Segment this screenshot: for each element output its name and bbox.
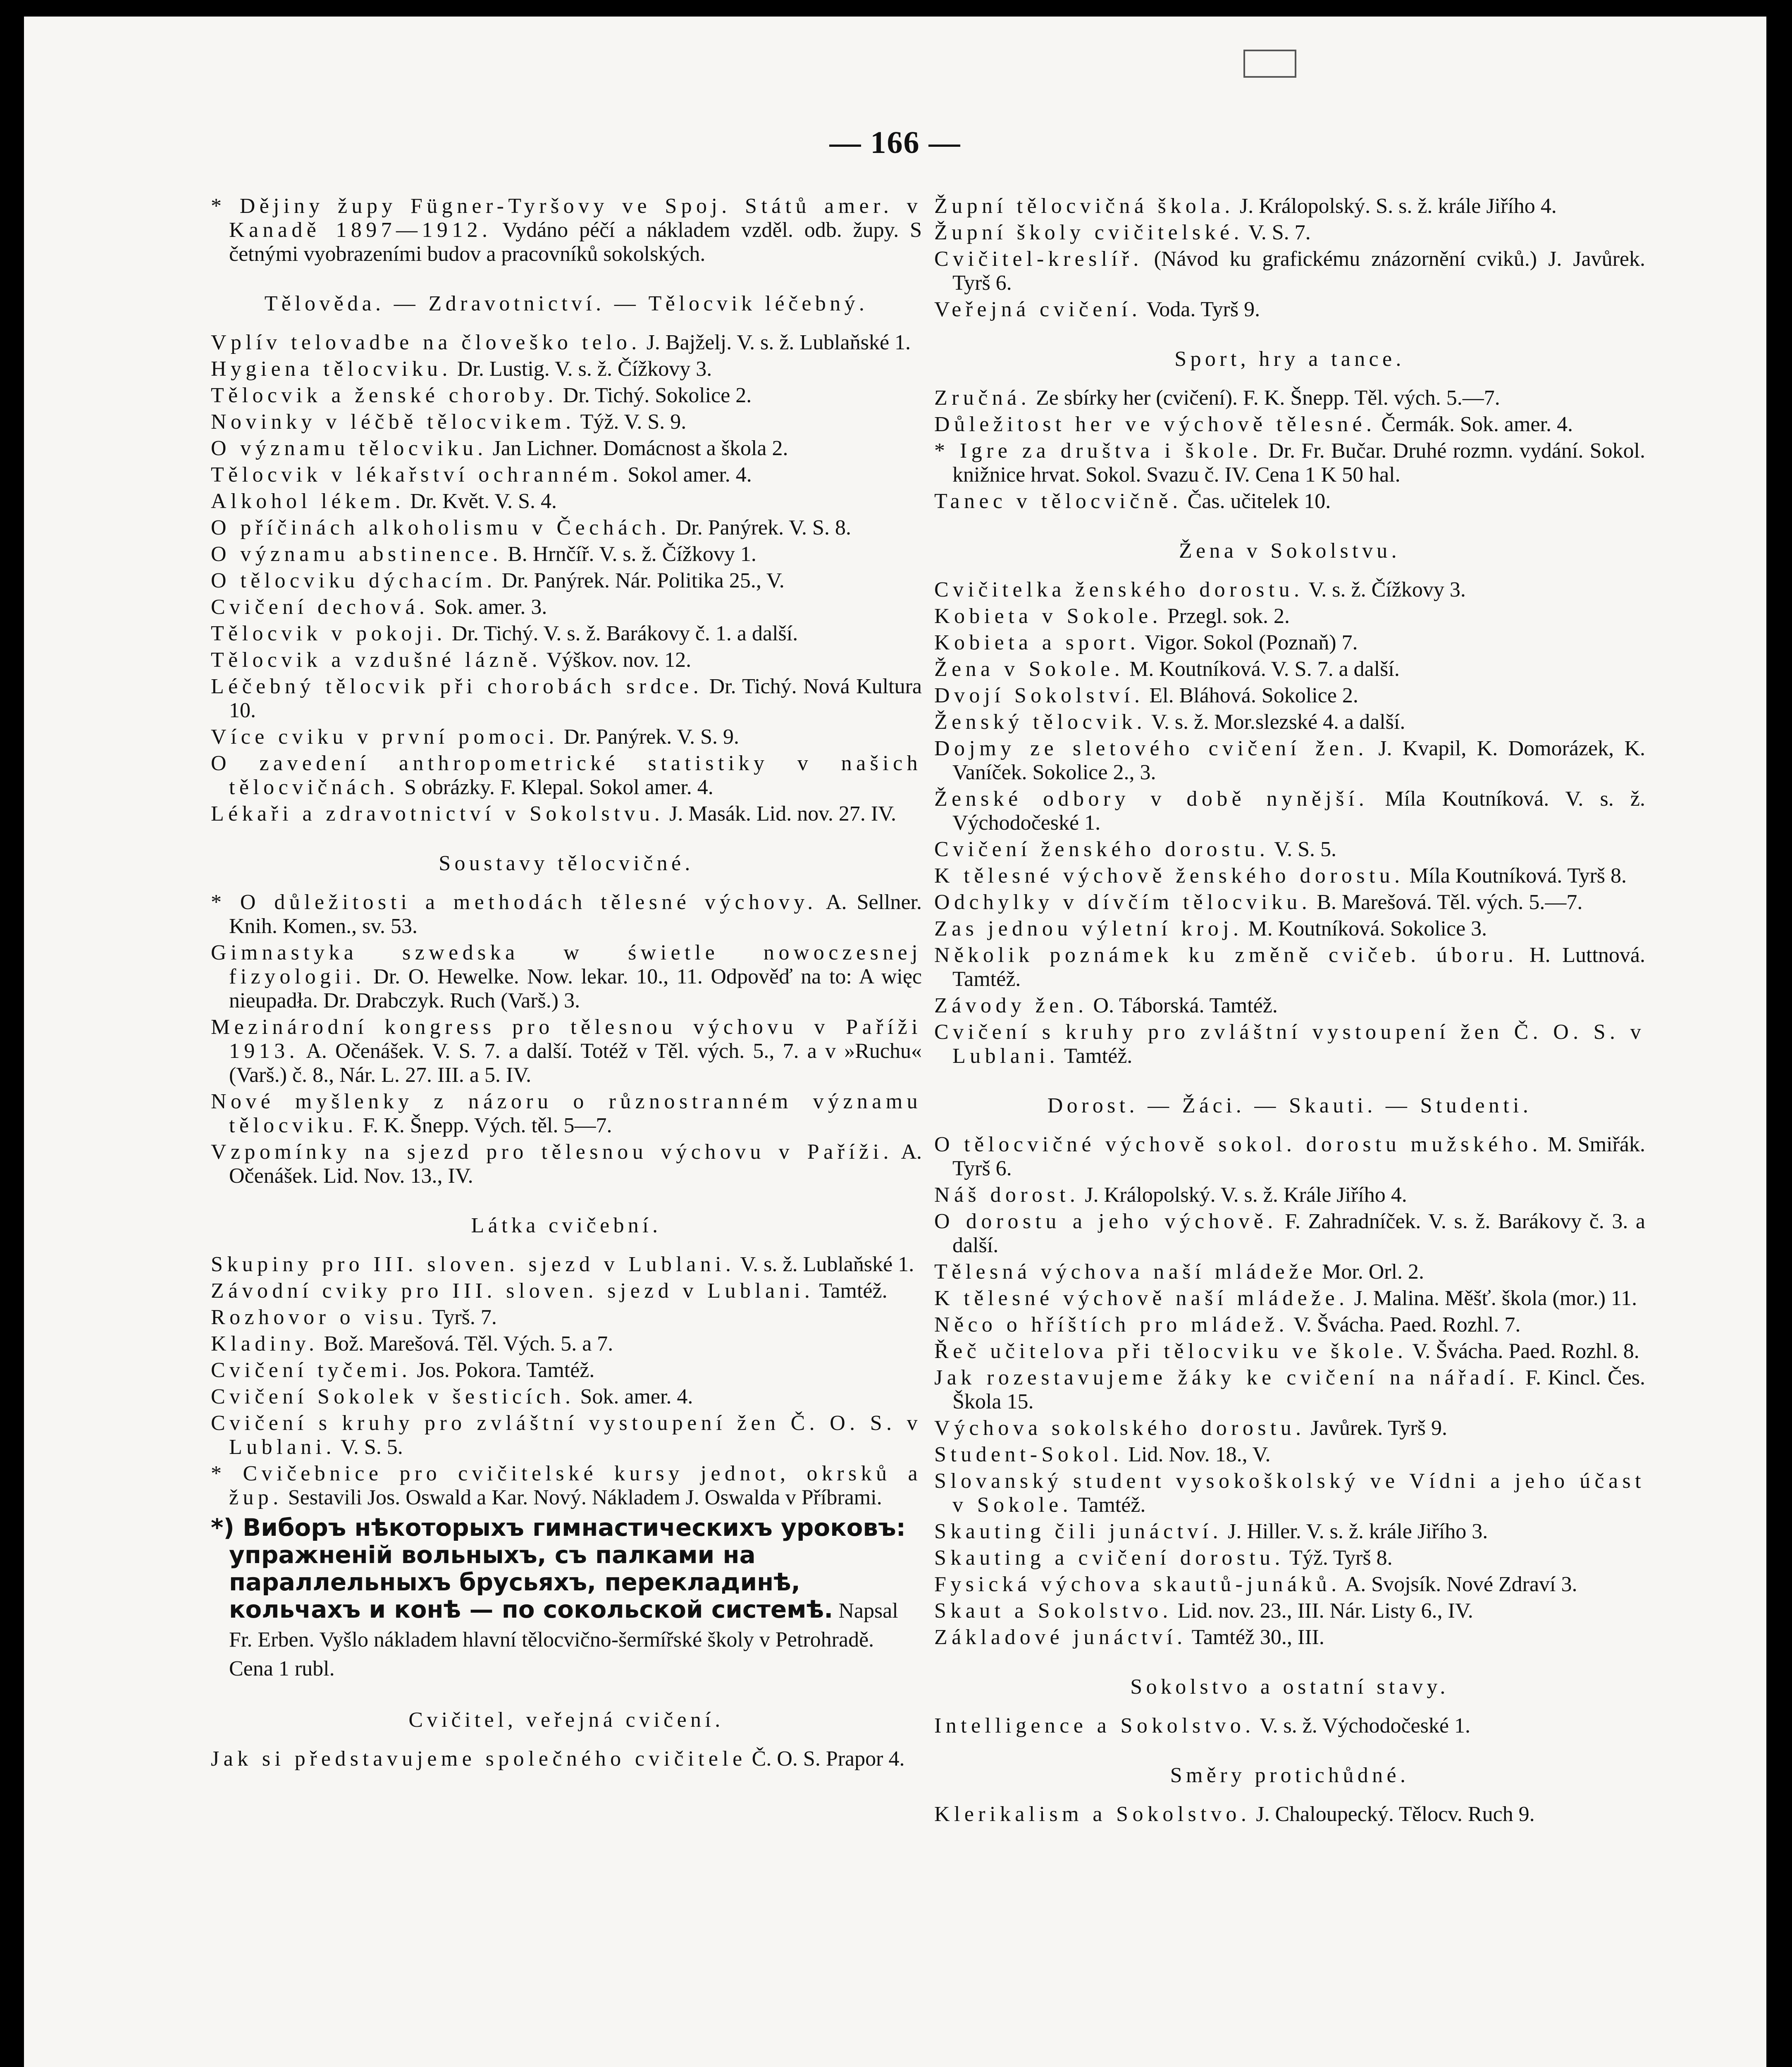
entry-source: (Návod ku grafickému znázornění cviků.) J. Javůrek. Tyrš 6.	[952, 247, 1645, 295]
entry-source: Dr. Tichý. Sokolice 2.	[557, 384, 752, 407]
entry-title: Léčebný tělocvik při chorobách srdce.	[211, 675, 703, 698]
entry-title: Tělocvik a vzdušné lázně.	[211, 648, 542, 672]
entry-source: J. Bajželj. V. s. ž. Lublaňské 1.	[641, 331, 911, 354]
bibliography-entry	[934, 1210, 1645, 1258]
entry-source: Vydáno péčí a nákladem vzděl. odb. župy. S četnými vyobrazeními budov a pracovníků sokolských.	[229, 218, 922, 266]
section-heading: Žena v Sokolstvu.	[1179, 539, 1401, 563]
bibliography-entry	[211, 331, 922, 355]
entry-title: Řeč učitelova při tělocviku ve škole.	[934, 1339, 1408, 1363]
entry-title: Cvičení tyčemi.	[211, 1358, 412, 1382]
entry-source: V. S. 5.	[335, 1435, 403, 1459]
entry-title: Veřejná cvičení.	[934, 298, 1142, 321]
entry-title: O významu abstinence.	[211, 542, 503, 566]
entry-title: Cvičení ženského dorostu.	[934, 838, 1269, 861]
bibliography-entry	[211, 437, 922, 461]
bibliography-entry	[211, 1253, 922, 1277]
bibliography-entry	[934, 1469, 1645, 1517]
bibliography-entry-cyrillic	[211, 1514, 922, 1683]
entry-source: V. s. ž. Čížkovy 3.	[1303, 578, 1466, 601]
entry-source: Dr. Panýrek. V. S. 9.	[558, 725, 740, 749]
entry-title: Fysická výchova skautů-junáků.	[934, 1573, 1341, 1596]
entry-source: Čermák. Sok. amer. 4.	[1376, 413, 1573, 436]
entry-source: Dr. Tichý. V. s. ž. Barákovy č. 1. a další.	[446, 622, 798, 645]
bibliography-entry	[934, 413, 1645, 437]
entry-title: Vplív telovadbe na človeško telo.	[211, 331, 641, 354]
bibliography-entry	[934, 1520, 1645, 1544]
bibliography-entry	[211, 384, 922, 408]
bibliography-entry	[934, 864, 1645, 888]
bibliography-entry	[211, 463, 922, 487]
entry-source: J. Hiller. V. s. ž. krále Jiřího 3.	[1222, 1520, 1488, 1543]
bibliography-entry	[211, 194, 922, 266]
entry-source: J. Masák. Lid. nov. 27. IV.	[664, 802, 897, 826]
bibliography-entry	[934, 787, 1645, 835]
bibliography-entry	[211, 410, 922, 434]
entry-source: Tyrš. 7.	[427, 1306, 497, 1329]
entry-title: Dvojí Sokolství.	[934, 684, 1144, 707]
entry-title: Výchova sokolského dorostu.	[934, 1416, 1305, 1440]
entry-source: Javůrek. Tyrš 9.	[1305, 1416, 1447, 1440]
entry-source: V. S. 5.	[1269, 838, 1337, 861]
bibliography-entry	[934, 1366, 1645, 1414]
entry-title: Tělocvik v lékařství ochranném.	[211, 463, 623, 487]
document-page	[24, 17, 1766, 2067]
entry-title: Hygiena tělocviku.	[211, 357, 452, 381]
entry-title: Jak si představujeme společného cvičitele	[211, 1747, 747, 1771]
bibliography-entry	[211, 1358, 922, 1382]
entry-title: Cvičení dechová.	[211, 595, 429, 619]
entry-source: Čas. učitelek 10.	[1182, 489, 1331, 513]
bibliography-entry	[211, 489, 922, 513]
entry-title: Dojmy ze sletového cvičení žen.	[934, 737, 1368, 760]
entry-source: A. Svojsík. Nové Zdraví 3.	[1341, 1573, 1577, 1596]
entry-title: Odchylky v dívčím tělocviku.	[934, 890, 1312, 914]
bibliography-entry	[211, 1411, 922, 1459]
bibliography-entry	[934, 710, 1645, 734]
entry-source: A. Sellner. Knih. Komen., sv. 53.	[229, 890, 922, 938]
bibliography-entry	[211, 725, 922, 749]
entry-source: Č. O. S. Prapor 4.	[746, 1747, 905, 1771]
bibliography-entry	[934, 1599, 1645, 1623]
entry-title: * Dějiny župy Fügner-Tyršovy ve Spoj. Států amer. v Kanadě 1897—1912.	[211, 194, 922, 242]
entry-source: Jos. Pokora. Tamtéž.	[411, 1358, 595, 1382]
entry-source: B. Marešová. Těl. vých. 5.—7.	[1311, 890, 1583, 914]
bibliography-entry	[934, 1416, 1645, 1440]
bibliography-entry	[211, 648, 922, 672]
entry-source: V. s. ž. Lublaňské 1.	[735, 1253, 914, 1276]
bibliography-entry	[211, 1090, 922, 1138]
entry-source: Przegl. sok. 2.	[1162, 604, 1290, 628]
entry-source: Dr. Fr. Bučar. Druhé rozmn. vydání. Sokol. knižnice hrvat. Sokol. Svazu č. IV. Cena 1 K 50 hal.	[952, 439, 1645, 487]
entry-source: Týž. Tyrš 8.	[1284, 1546, 1393, 1570]
entry-source: J. Malina. Měšť. škola (mor.) 11.	[1348, 1287, 1637, 1310]
bibliography-entry	[211, 1015, 922, 1087]
left-column	[211, 194, 922, 1773]
entry-title: Skauting čili junáctví.	[934, 1520, 1223, 1543]
bibliography-entry	[934, 1573, 1645, 1597]
entry-source: V. s. ž. Východočeské 1.	[1255, 1714, 1470, 1738]
entry-title: Tělesná výchova naší mládeže	[934, 1260, 1317, 1284]
bibliography-entry	[934, 1802, 1645, 1826]
section-heading: Sokolstvo a ostatní stavy.	[1130, 1675, 1449, 1699]
entry-title: Kobieta v Sokole.	[934, 604, 1162, 628]
entry-title: Tělocvik a ženské choroby.	[211, 384, 558, 407]
entry-source: Lid. Nov. 18., V.	[1123, 1443, 1271, 1466]
bibliography-entry	[934, 1183, 1645, 1207]
entry-title: Cvičení Sokolek v šesticích.	[211, 1385, 575, 1408]
bibliography-entry	[934, 1133, 1645, 1181]
entry-source: Dr. Květ. V. S. 4.	[405, 489, 557, 513]
bibliography-entry	[934, 1339, 1645, 1363]
bibliography-entry	[934, 994, 1645, 1018]
entry-source: Sestavili Jos. Oswald a Kar. Nový. Nákladem J. Oswalda v Příbrami.	[282, 1486, 882, 1509]
bibliography-entry	[934, 1260, 1645, 1284]
entry-title: Zručná.	[934, 386, 1031, 410]
entry-title: Závodní cviky pro III. sloven. sjezd v Lublani.	[211, 1279, 814, 1303]
bibliography-entry	[211, 752, 922, 800]
section-heading: Dorost. — Žáci. — Skauti. — Studenti.	[1047, 1094, 1532, 1117]
bibliography-entry	[934, 221, 1645, 245]
bibliography-entry	[934, 917, 1645, 941]
entry-source: A. Očenášek. V. S. 7. a další. Totéž v Těl. vých. 5., 7. a v »Ruchu« (Varš.) č. 8., Nár. L. 27. III. a 5. IV.	[229, 1039, 922, 1087]
bibliography-entry	[934, 1020, 1645, 1068]
bibliography-entry	[934, 631, 1645, 655]
entry-source: Jan Lichner. Domácnost a škola 2.	[487, 437, 788, 460]
entry-source: V. S. 7.	[1243, 221, 1311, 244]
bibliography-entry	[934, 1287, 1645, 1310]
entry-source: Tamtéž.	[1059, 1044, 1133, 1068]
entry-title: Intelligence a Sokolstvo.	[934, 1714, 1255, 1738]
entry-title: Cvičení s kruhy pro zvláštní vystoupení žen Č. O. S. v Lublani.	[934, 1020, 1645, 1068]
entry-title: O příčinách alkoholismu v Čechách.	[211, 516, 671, 539]
section-heading: Látka cvičební.	[471, 1214, 662, 1237]
bibliography-entry	[934, 737, 1645, 785]
entry-source: F. Kincl. Čes. Škola 15.	[952, 1366, 1645, 1413]
bibliography-entry	[934, 1714, 1645, 1738]
entry-title: Základové junáctví.	[934, 1625, 1187, 1649]
bibliography-entry	[934, 489, 1645, 513]
entry-title: Důležitost her ve výchově tělesné.	[934, 413, 1376, 436]
entry-source: Lid. nov. 23., III. Nár. Listy 6., IV.	[1172, 1599, 1473, 1623]
entry-title: Tělocvik v pokoji.	[211, 622, 446, 645]
entry-source: O. Táborská. Tamtéž.	[1088, 994, 1278, 1017]
entry-source: Napsal Fr. Erben. Vyšlo nákladem hlavní tělocvično-šermířské školy v Petrohradě. Cena 1 rubl.	[229, 1599, 898, 1680]
entry-title: Novinky v léčbě tělocvikem.	[211, 410, 575, 434]
entry-source: Dr. Lustig. V. s. ž. Čížkovy 3.	[451, 357, 712, 381]
entry-source: Ze sbírky her (cvičení). F. K. Šnepp. Těl. vých. 5.—7.	[1031, 386, 1500, 410]
bibliography-entry	[934, 247, 1645, 295]
entry-source: J. Králopolský. S. s. ž. krále Jiřího 4.	[1234, 194, 1557, 218]
right-column	[934, 194, 1645, 1829]
entry-title: Více cviku v první pomoci.	[211, 725, 558, 749]
entry-source: Dr. Panýrek. Nár. Politika 25., V.	[496, 569, 785, 592]
bibliography-entry	[211, 1279, 922, 1303]
bibliography-entry	[934, 604, 1645, 628]
bibliography-entry	[211, 595, 922, 619]
section-heading: Tělověda. — Zdravotnictví. — Tělocvik léčebný.	[264, 292, 869, 315]
bibliography-entry	[934, 1313, 1645, 1337]
entry-source: M. Smiřák. Tyrš 6.	[952, 1133, 1645, 1180]
bibliography-entry	[934, 1625, 1645, 1649]
entry-title: Župní školy cvičitelské.	[934, 221, 1243, 244]
bibliography-entry	[934, 194, 1645, 218]
entry-source: S obrázky. F. Klepal. Sokol amer. 4.	[398, 776, 713, 799]
entry-source: Sok. amer. 3.	[429, 595, 547, 619]
bibliography-entry	[934, 838, 1645, 862]
entry-title: Závody žen.	[934, 994, 1088, 1017]
entry-source: V. Švácha. Paed. Rozhl. 7.	[1288, 1313, 1521, 1337]
entry-title: Slovanský student vysokoškolský ve Vídni a jeho účast v Sokole.	[934, 1469, 1645, 1517]
entry-source: Vigor. Sokol (Poznaň) 7.	[1140, 631, 1358, 654]
bibliography-entry	[934, 890, 1645, 914]
entry-title: Mezinárodní kongress pro tělesnou výchovu v Paříži 1913.	[211, 1015, 922, 1063]
entry-source: Tamtéž.	[814, 1279, 888, 1303]
entry-title: Něco o hříštích pro mládež.	[934, 1313, 1289, 1337]
bibliography-entry	[211, 1747, 922, 1771]
entry-title: K tělesné výchově naší mládeže.	[934, 1287, 1349, 1310]
entry-source: J. Králopolský. V. s. ž. Krále Jiřího 4.	[1079, 1183, 1407, 1207]
entry-source: El. Bláhová. Sokolice 2.	[1144, 684, 1358, 707]
entry-source: Dr. O. Hewelke. Now. lekar. 10., 11. Odpověď na to: A więc nieupadła. Dr. Drabczyk. Ruch (Varš.) 3.	[229, 965, 922, 1012]
entry-title: K tělesné výchově ženského dorostu.	[934, 864, 1404, 888]
bibliography-entry	[211, 357, 922, 381]
entry-title: Klerikalism a Sokolstvo.	[934, 1802, 1251, 1826]
bibliography-entry	[934, 657, 1645, 681]
section-heading: Směry protichůdné.	[1170, 1764, 1410, 1787]
entry-title: Nové myšlenky z názoru o různostranném významu tělocviku.	[211, 1090, 922, 1137]
bibliography-entry	[934, 684, 1645, 708]
section-heading: Sport, hry a tance.	[1174, 347, 1405, 371]
entry-title: Skupiny pro III. sloven. sjezd v Lublani.	[211, 1253, 735, 1276]
entry-title: Kobieta a sport.	[934, 631, 1140, 654]
bibliography-entry	[934, 439, 1645, 487]
entry-title: O významu tělocviku.	[211, 437, 487, 460]
entry-title: Náš dorost.	[934, 1183, 1080, 1207]
bibliography-entry	[211, 516, 922, 540]
entry-source: Mor. Orl. 2.	[1317, 1260, 1425, 1284]
entry-source: J. Kvapil, K. Domorázek, K. Vaníček. Sokolice 2., 3.	[952, 737, 1645, 784]
entry-title: Gimnastyka szwedska w świetle nowoczesnej fizyologii.	[211, 941, 922, 988]
bibliography-entry	[211, 941, 922, 1013]
entry-source: A. Očenášek. Lid. Nov. 13., IV.	[229, 1140, 922, 1188]
entry-source: Voda. Tyrš 9.	[1141, 298, 1260, 321]
entry-title: Ženské odbory v době nynější.	[934, 787, 1369, 811]
entry-title: Jak rozestavujeme žáky ke cvičení na nářadí.	[934, 1366, 1519, 1389]
entry-source: Tamtéž 30., III.	[1186, 1625, 1324, 1649]
entry-title: Cvičitelka ženského dorostu.	[934, 578, 1304, 601]
bibliography-entry	[934, 943, 1645, 991]
bibliography-entry	[211, 542, 922, 566]
entry-source: V. s. ž. Mor.slezské 4. a další.	[1146, 710, 1405, 734]
bibliography-entry	[211, 675, 922, 723]
entry-source: B. Hrnčíř. V. s. ž. Čížkovy 1.	[502, 542, 756, 566]
entry-source: M. Koutníková. Sokolice 3.	[1243, 917, 1487, 940]
entry-source: Výškov. nov. 12.	[541, 648, 692, 672]
page-number: — 166 —	[829, 125, 961, 160]
entry-title: O dorostu a jeho výchově.	[934, 1210, 1277, 1233]
entry-title: Ženský tělocvik.	[934, 710, 1146, 734]
entry-title: Skaut a Sokolstvo.	[934, 1599, 1172, 1623]
bibliography-entry	[934, 386, 1645, 410]
section-heading: Soustavy tělocvičné.	[439, 852, 694, 875]
entry-title: Lékaři a zdravotnictví v Sokolstvu.	[211, 802, 664, 826]
entry-title: Vzpomínky na sjezd pro tělesnou výchovu v Paříži.	[211, 1140, 893, 1164]
bibliography-entry	[211, 569, 922, 593]
entry-title: * Cvičebnice pro cvičitelské kursy jednot, okrsků a žup.	[211, 1462, 922, 1509]
entry-source: Dr. Panýrek. V. S. 8.	[670, 516, 851, 539]
entry-title: Žena v Sokole.	[934, 657, 1124, 681]
entry-source: Sokol amer. 4.	[622, 463, 752, 487]
entry-title: Student-Sokol.	[934, 1443, 1123, 1466]
entry-title: Několik poznámek ku změně cvičeb. úboru.	[934, 943, 1518, 967]
entry-source: Sok. amer. 4.	[575, 1385, 693, 1408]
entry-source: F. K. Šnepp. Vých. těl. 5—7.	[357, 1114, 612, 1137]
bibliography-entry	[211, 802, 922, 826]
bibliography-entry	[211, 1332, 922, 1356]
bibliography-entry	[934, 1546, 1645, 1570]
entry-source: Míla Koutníková. V. s. ž. Východočeské 1.	[952, 787, 1645, 835]
entry-title: Kladiny.	[211, 1332, 319, 1356]
section-heading: Cvičitel, veřejná cvičení.	[408, 1708, 724, 1732]
entry-source: J. Chaloupecký. Tělocv. Ruch 9.	[1250, 1802, 1535, 1826]
entry-title: Alkohol lékem.	[211, 489, 405, 513]
entry-source: Dr. Tichý. Nová Kultura 10.	[229, 675, 922, 722]
entry-source: Míla Koutníková. Tyrš 8.	[1404, 864, 1627, 888]
entry-title: O tělocviku dýchacím.	[211, 569, 496, 592]
entry-title: O tělocvičné výchově sokol. dorostu mužského.	[934, 1133, 1542, 1156]
entry-title: * Igre za društva i škole.	[934, 439, 1262, 463]
bibliography-entry	[211, 1385, 922, 1409]
entry-source: V. Švácha. Paed. Rozhl. 8.	[1407, 1339, 1639, 1363]
entry-source: F. Zahradníček. V. s. ž. Barákovy č. 3. a další.	[952, 1210, 1645, 1257]
entry-source: H. Luttnová. Tamtéž.	[952, 943, 1646, 991]
entry-title: O zavedení anthropometrické statistiky v našich tělocvičnách.	[211, 752, 922, 799]
entry-title: * O důležitosti a methodách tělesné výchovy.	[211, 890, 817, 914]
bibliography-entry	[934, 1443, 1645, 1467]
entry-title: Cvičení s kruhy pro zvláštní vystoupení žen Č. O. S. v Lublani.	[211, 1411, 922, 1459]
bibliography-entry	[211, 622, 922, 646]
bibliography-entry	[211, 1462, 922, 1510]
bibliography-entry	[211, 890, 922, 938]
entry-title: Župní tělocvičná škola.	[934, 194, 1234, 218]
bibliography-entry	[934, 298, 1645, 322]
entry-source: Týž. V. S. 9.	[575, 410, 687, 434]
bibliography-entry	[211, 1140, 922, 1188]
entry-title: Zas jednou výletní kroj.	[934, 917, 1243, 940]
entry-title: *) Виборъ нѣкоторыхъ гимнастическихъ уроковъ: упражненій вольныхъ, съ палками на параллельныхъ брусьяхъ, перекладинѣ, кольчахъ и конѣ — по сокольской системѣ.	[211, 1513, 906, 1623]
bibliography-entry	[934, 578, 1645, 602]
entry-source: M. Koutníková. V. S. 7. a další.	[1124, 657, 1400, 681]
entry-title: Rozhovor o visu.	[211, 1306, 427, 1329]
entry-title: Cvičitel-kreslíř.	[934, 247, 1143, 271]
entry-title: Skauting a cvičení dorostu.	[934, 1546, 1284, 1570]
bibliography-entry	[211, 1306, 922, 1329]
entry-title: Tanec v tělocvičně.	[934, 489, 1182, 513]
entry-source: Bož. Marešová. Těl. Vých. 5. a 7.	[318, 1332, 613, 1356]
entry-source: Tamtéž.	[1072, 1493, 1146, 1517]
library-stamp	[1243, 50, 1296, 78]
